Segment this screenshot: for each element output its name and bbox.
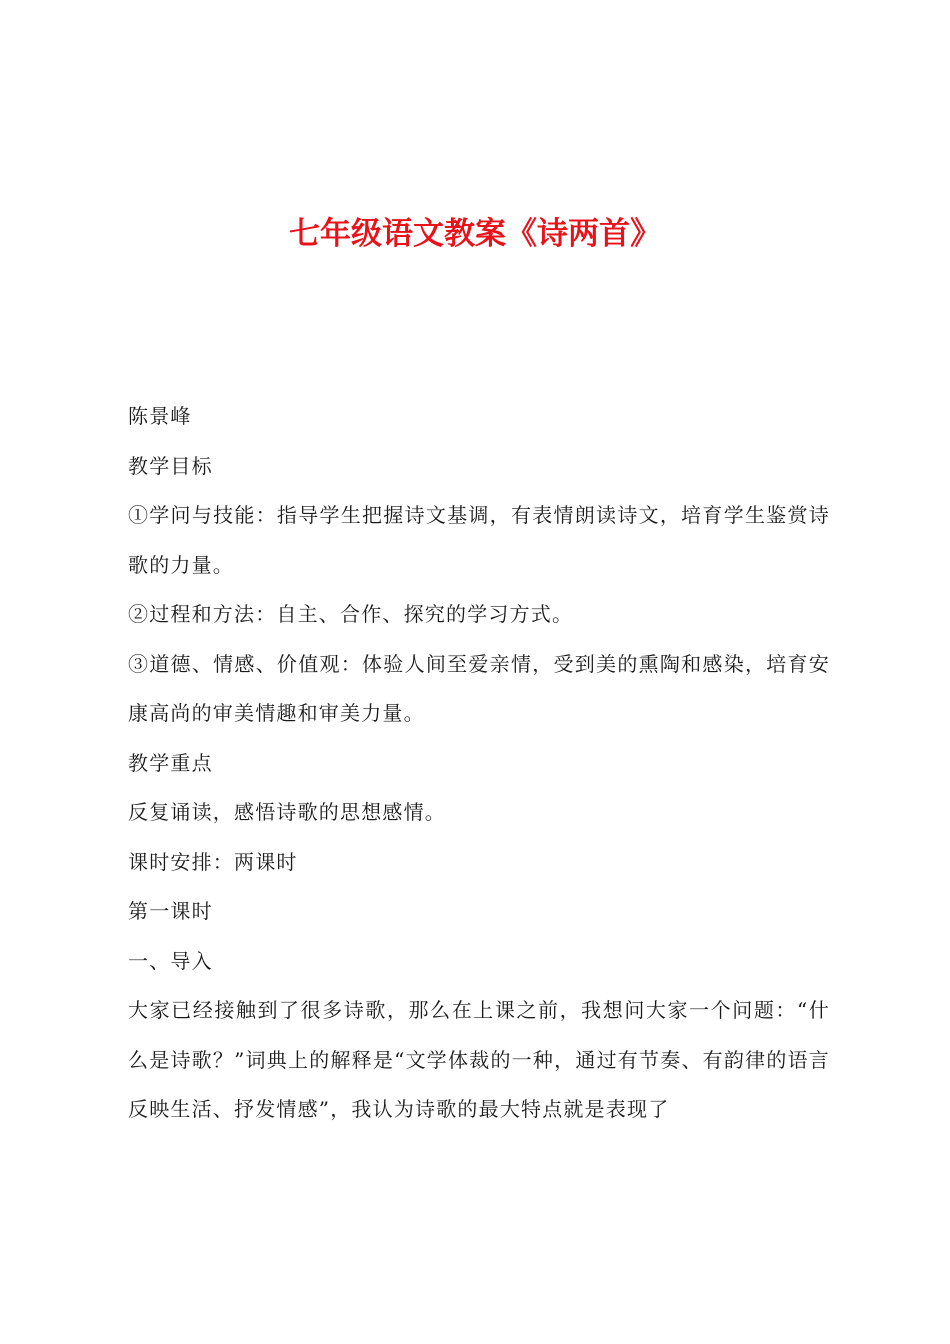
key-points-text: 反复诵读，感悟诗歌的思想感情。 (128, 800, 446, 824)
document-title: 七年级语文教案《诗两首》 (289, 216, 661, 252)
subsection-heading-intro: 一、导入 (128, 948, 213, 973)
author-name: 陈景峰 (128, 404, 192, 428)
lesson-heading: 第一课时 (128, 899, 213, 923)
objective-item-3: ③道德、情感、价值观：体验人间至爱亲情，受到美的熏陶和感染，培育安康高尚的审美情趣和审美力量。 (128, 651, 830, 725)
objective-item-2: ②过程和方法：自主、合作、探究的学习方式。 (128, 602, 574, 626)
section-heading-objectives: 教学目标 (128, 453, 213, 478)
section-heading-key-points: 教学重点 (128, 750, 213, 775)
document-body (128, 392, 830, 1135)
schedule-text: 课时安排：两课时 (128, 849, 298, 874)
objective-item-1: ①学问与技能：指导学生把握诗文基调，有表情朗读诗文，培育学生鉴赏诗歌的力量。 (128, 503, 830, 577)
intro-paragraph: 大家已经接触到了很多诗歌，那么在上课之前，我想问大家一个问题：“什么是诗歌？”词典上的解释是“文学体裁的一种，通过有节奏、有韵律的语言反映生活、抒发情感”，我认为诗歌的最大特点就是表现了 (128, 998, 830, 1121)
